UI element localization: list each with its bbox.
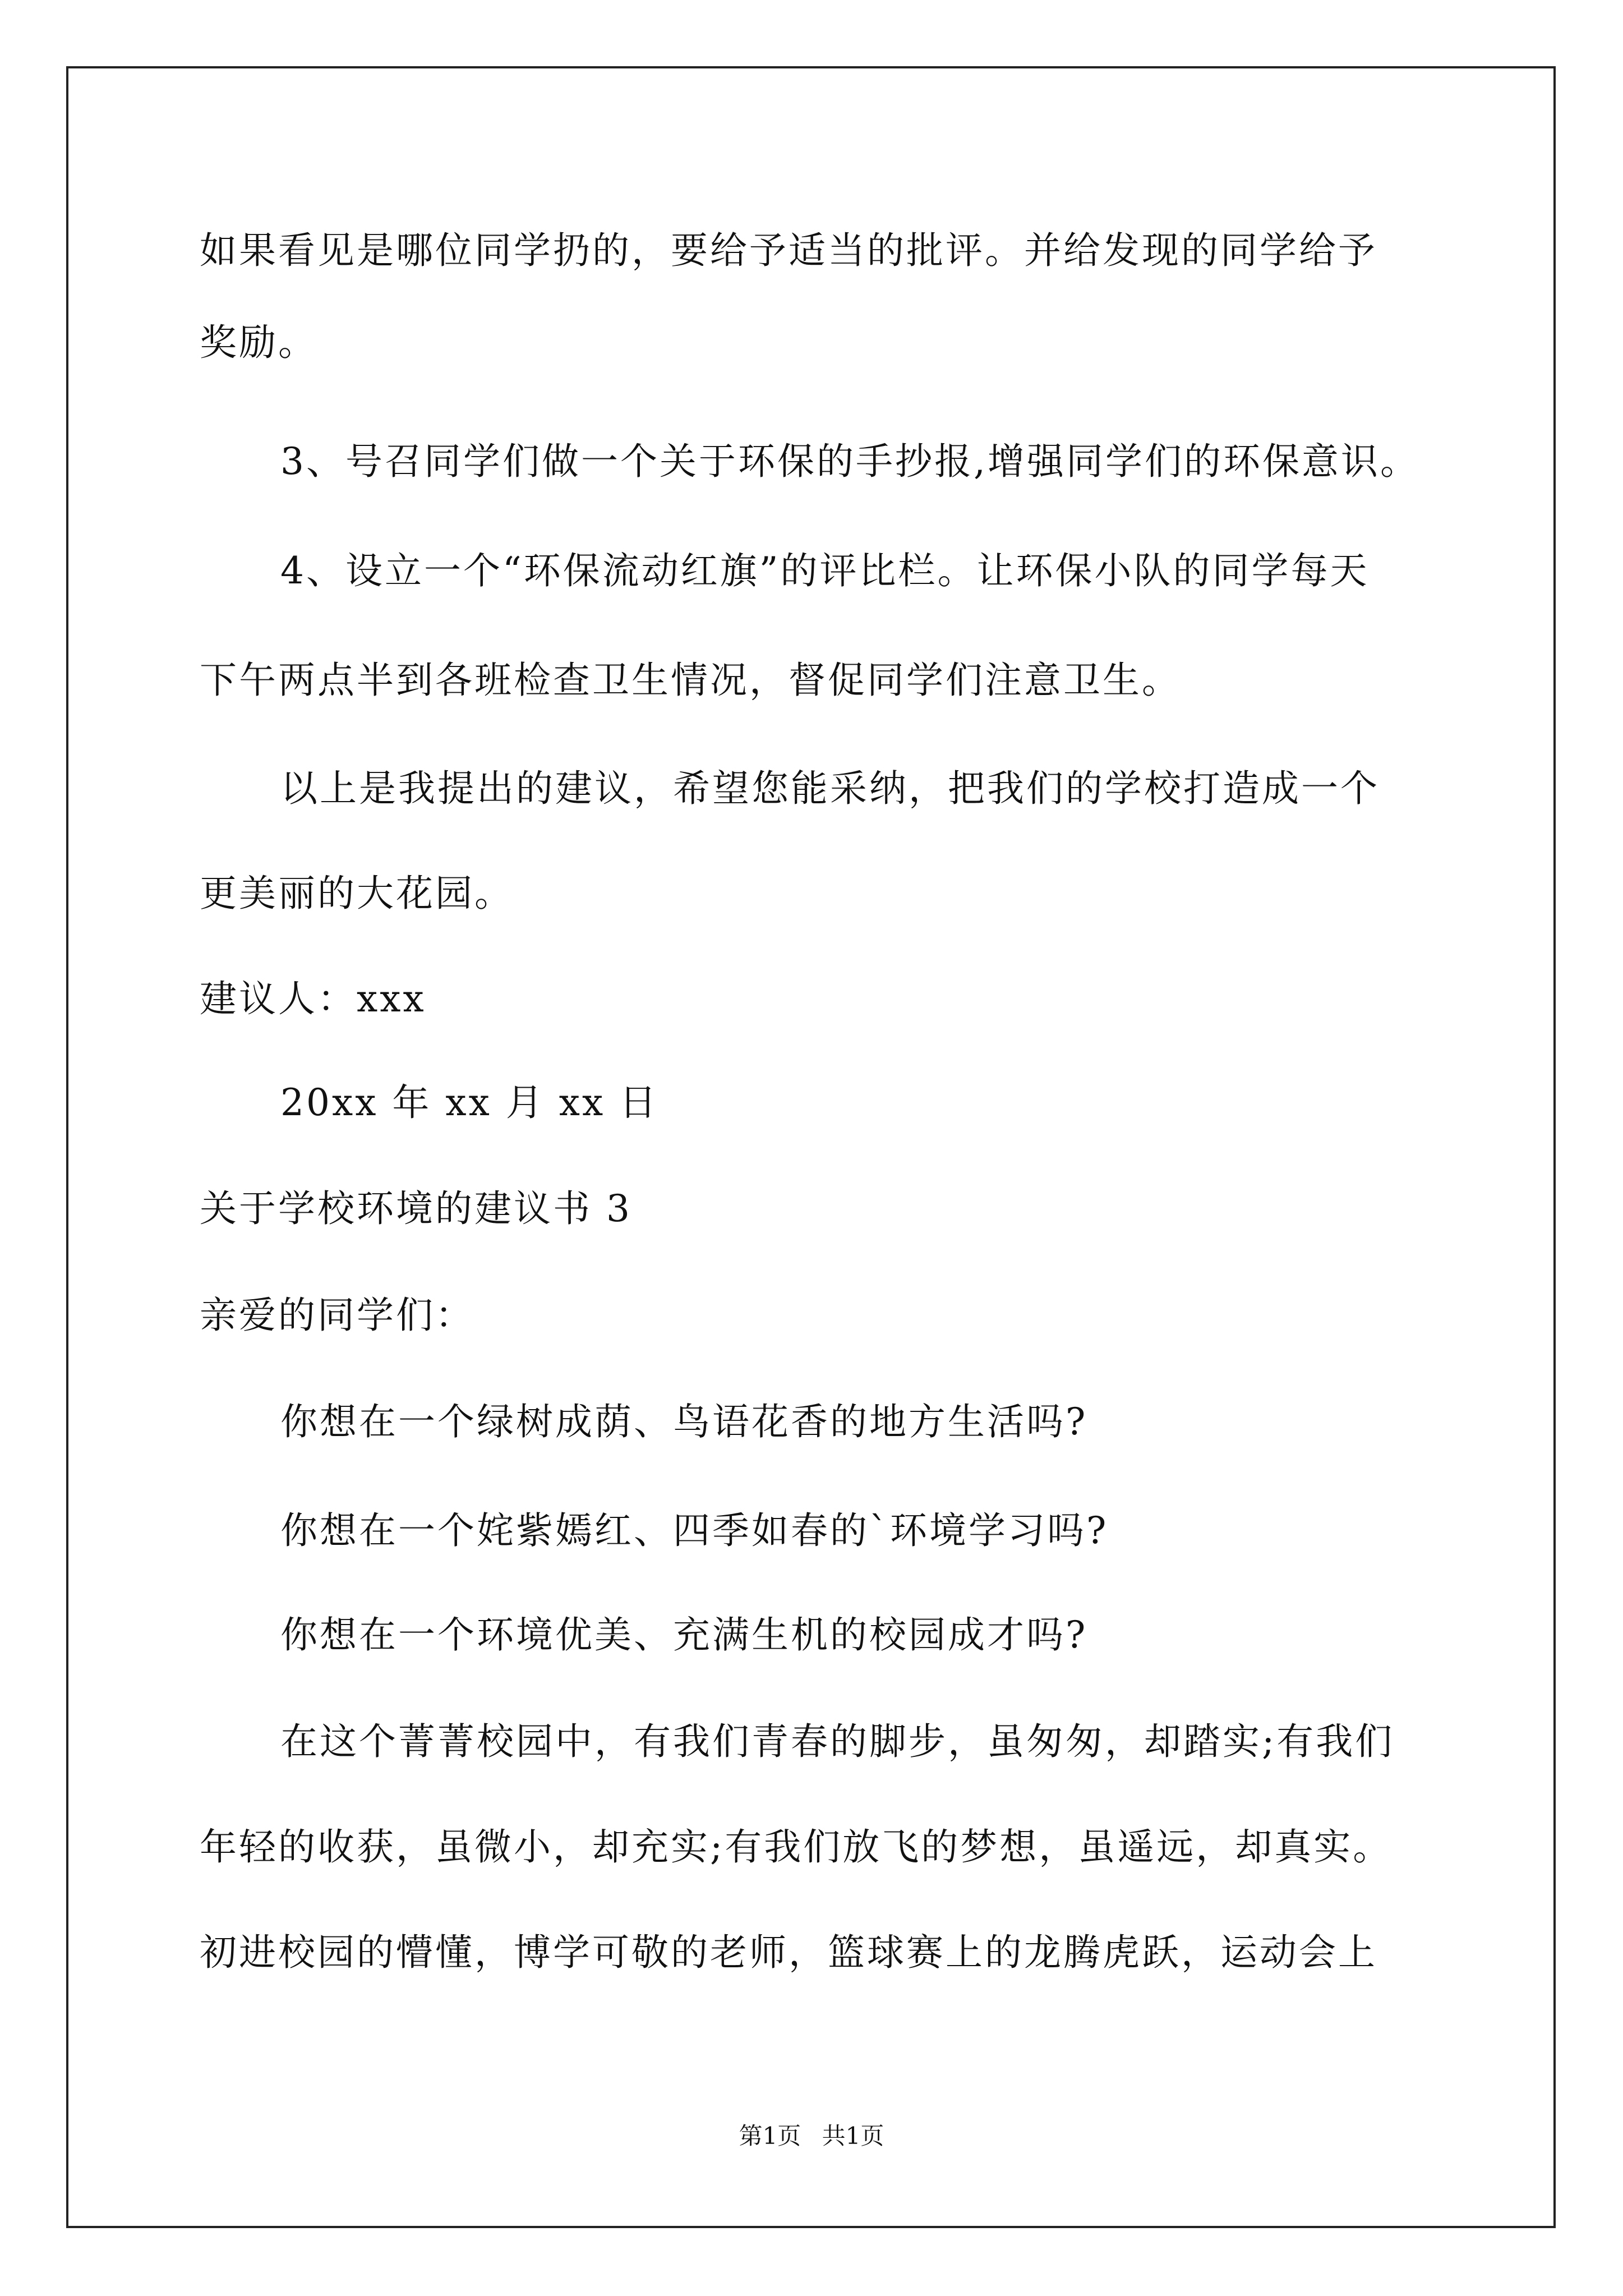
text-line: 以上是我提出的建议，希望您能采纳，把我们的学校打造成一个 [280,767,1380,810]
text-line: 奖励。 [200,321,317,364]
text-line: 建议人：xxx [200,977,426,1020]
text-line: 在这个菁菁校园中，有我们青春的脚步，虽匆匆，却踏实;有我们 [280,1720,1395,1763]
page-border [66,66,1556,2228]
text-line: 下午两点半到各班检查卫生情况，督促同学们注意卫生。 [200,659,1181,702]
text-line: 你想在一个环境优美、充满生机的校园成才吗? [280,1613,1088,1657]
text-line: 如果看见是哪位同学扔的，要给予适当的批评。并给发现的同学给予 [200,229,1377,272]
text-line: 3、号召同学们做一个关于环保的手抄报,增强同学们的环保意识。 [280,440,1419,483]
text-line: 更美丽的大花园。 [200,872,514,915]
page-footer [0,2119,1623,2153]
text-line: 初进校园的懵懂，博学可敬的老师，篮球赛上的龙腾虎跃，运动会上 [200,1931,1377,1974]
text-line: 你想在一个姹紫嫣红、四季如春的`环境学习吗? [280,1509,1109,1552]
salutation: 亲爱的同学们： [200,1294,474,1337]
section-heading: 关于学校环境的建议书 3 [200,1187,632,1230]
text-line: 4、设立一个“环保流动红旗”的评比栏。让环保小队的同学每天 [280,549,1370,592]
text-line: 年轻的收获，虽微小，却充实;有我们放飞的梦想，虽遥远，却真实。 [200,1825,1393,1869]
page-number: 第1页 [739,2122,801,2150]
page-total: 共1页 [822,2122,884,2150]
text-line: 你想在一个绿树成荫、鸟语花香的地方生活吗? [280,1400,1088,1443]
text-line: 20xx 年 xx 月 xx 日 [280,1081,659,1124]
